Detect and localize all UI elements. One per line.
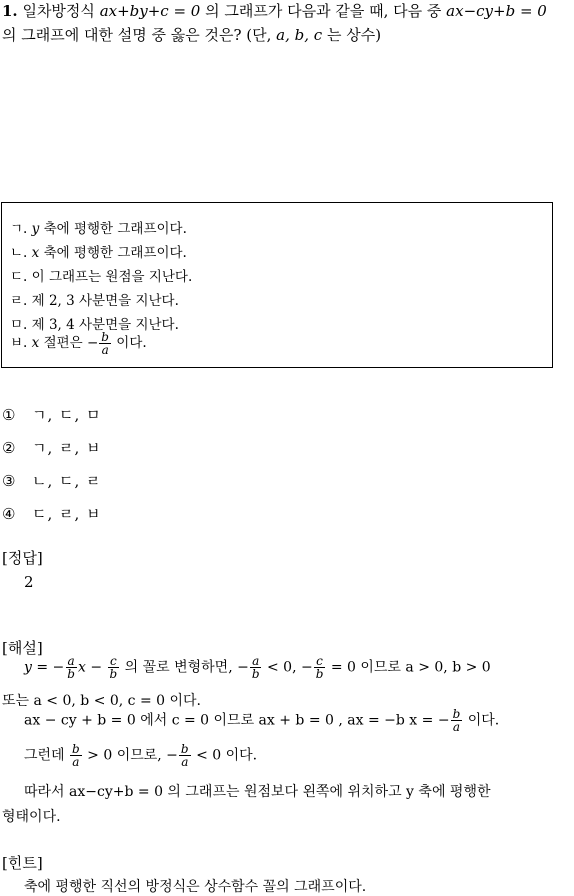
solution-label: [해설] — [2, 639, 43, 657]
question-text-4: 는 상수) — [326, 26, 382, 44]
condition-3: ㄷ. 이 그래프는 원점을 지난다. — [10, 269, 193, 285]
fraction-b-over-a: $\frac{b}{a}$ — [101, 330, 109, 357]
question-line-1 — [2, 0, 547, 21]
condition-1: ㄱ. y 축에 평행한 그래프이다. — [10, 221, 187, 237]
solution-line-4: 그런데 $\frac{b}{a}$ > 0 이므로, − $\frac{b}{a}$ < 0 이다. — [24, 742, 258, 769]
condition-5: ㅁ. 제 3, 4 사분면을 지난다. — [10, 317, 179, 333]
solution-line-3: ax − cy + b = 0 에서 c = 0 이므로 ax + b = 0 , ax = −b x = − $\frac{b}{a}$ 이다. — [24, 707, 500, 734]
hint-label: [힌트] — [2, 854, 43, 872]
question-text-3: 의 그래프에 대한 설명 중 옳은 것은? (단, — [2, 26, 272, 44]
choice-3[interactable]: ③ ㄴ, ㄷ, ㄹ — [2, 472, 102, 490]
constants: a, b, c — [276, 26, 323, 44]
answer-label: [정답] — [2, 549, 43, 567]
choice-2[interactable]: ② ㄱ, ㄹ, ㅂ — [2, 439, 102, 457]
solution-line-2: 또는 a < 0, b < 0, c = 0 이다. — [2, 693, 202, 709]
answer-value: 2 — [24, 573, 34, 591]
condition-4: ㄹ. 제 2, 3 사분면을 지난다. — [10, 293, 179, 309]
choice-1[interactable]: ① ㄱ, ㄷ, ㅁ — [2, 406, 102, 424]
hint-text: 축에 평행한 직선의 방정식은 상수함수 꼴의 그래프이다. — [24, 879, 367, 895]
equation-2: ax−cy+b = 0 — [446, 2, 547, 20]
question-line-2 — [2, 24, 381, 45]
condition-6: ㅂ. x 절편은 − $\frac{b}{a}$ 이다. — [10, 330, 147, 357]
question-number: 1. — [2, 2, 18, 20]
solution-line-5: 따라서 ax−cy+b = 0 의 그래프는 원점보다 왼쪽에 위치하고 y 축에 평행한 — [24, 784, 491, 800]
solution-line-1: y = − $\frac{a}{b}$ x − $\frac{c}{b}$ 의 꼴로 변형하면, − $\frac{a}{b}$ < 0, − $\frac{c}{b}$ = 0 이므로 a > 0, b > 0 — [24, 654, 491, 681]
conditions-box — [1, 202, 553, 368]
condition-2: ㄴ. x 축에 평행한 그래프이다. — [10, 245, 187, 261]
question-text-1: 일차방정식 — [22, 2, 95, 20]
question-text-2: 의 그래프가 다음과 같을 때, 다음 중 — [205, 2, 442, 20]
equation-1: ax+by+c = 0 — [99, 2, 201, 20]
solution-line-6: 형태이다. — [2, 809, 61, 825]
choice-4[interactable]: ④ ㄷ, ㄹ, ㅂ — [2, 505, 102, 523]
